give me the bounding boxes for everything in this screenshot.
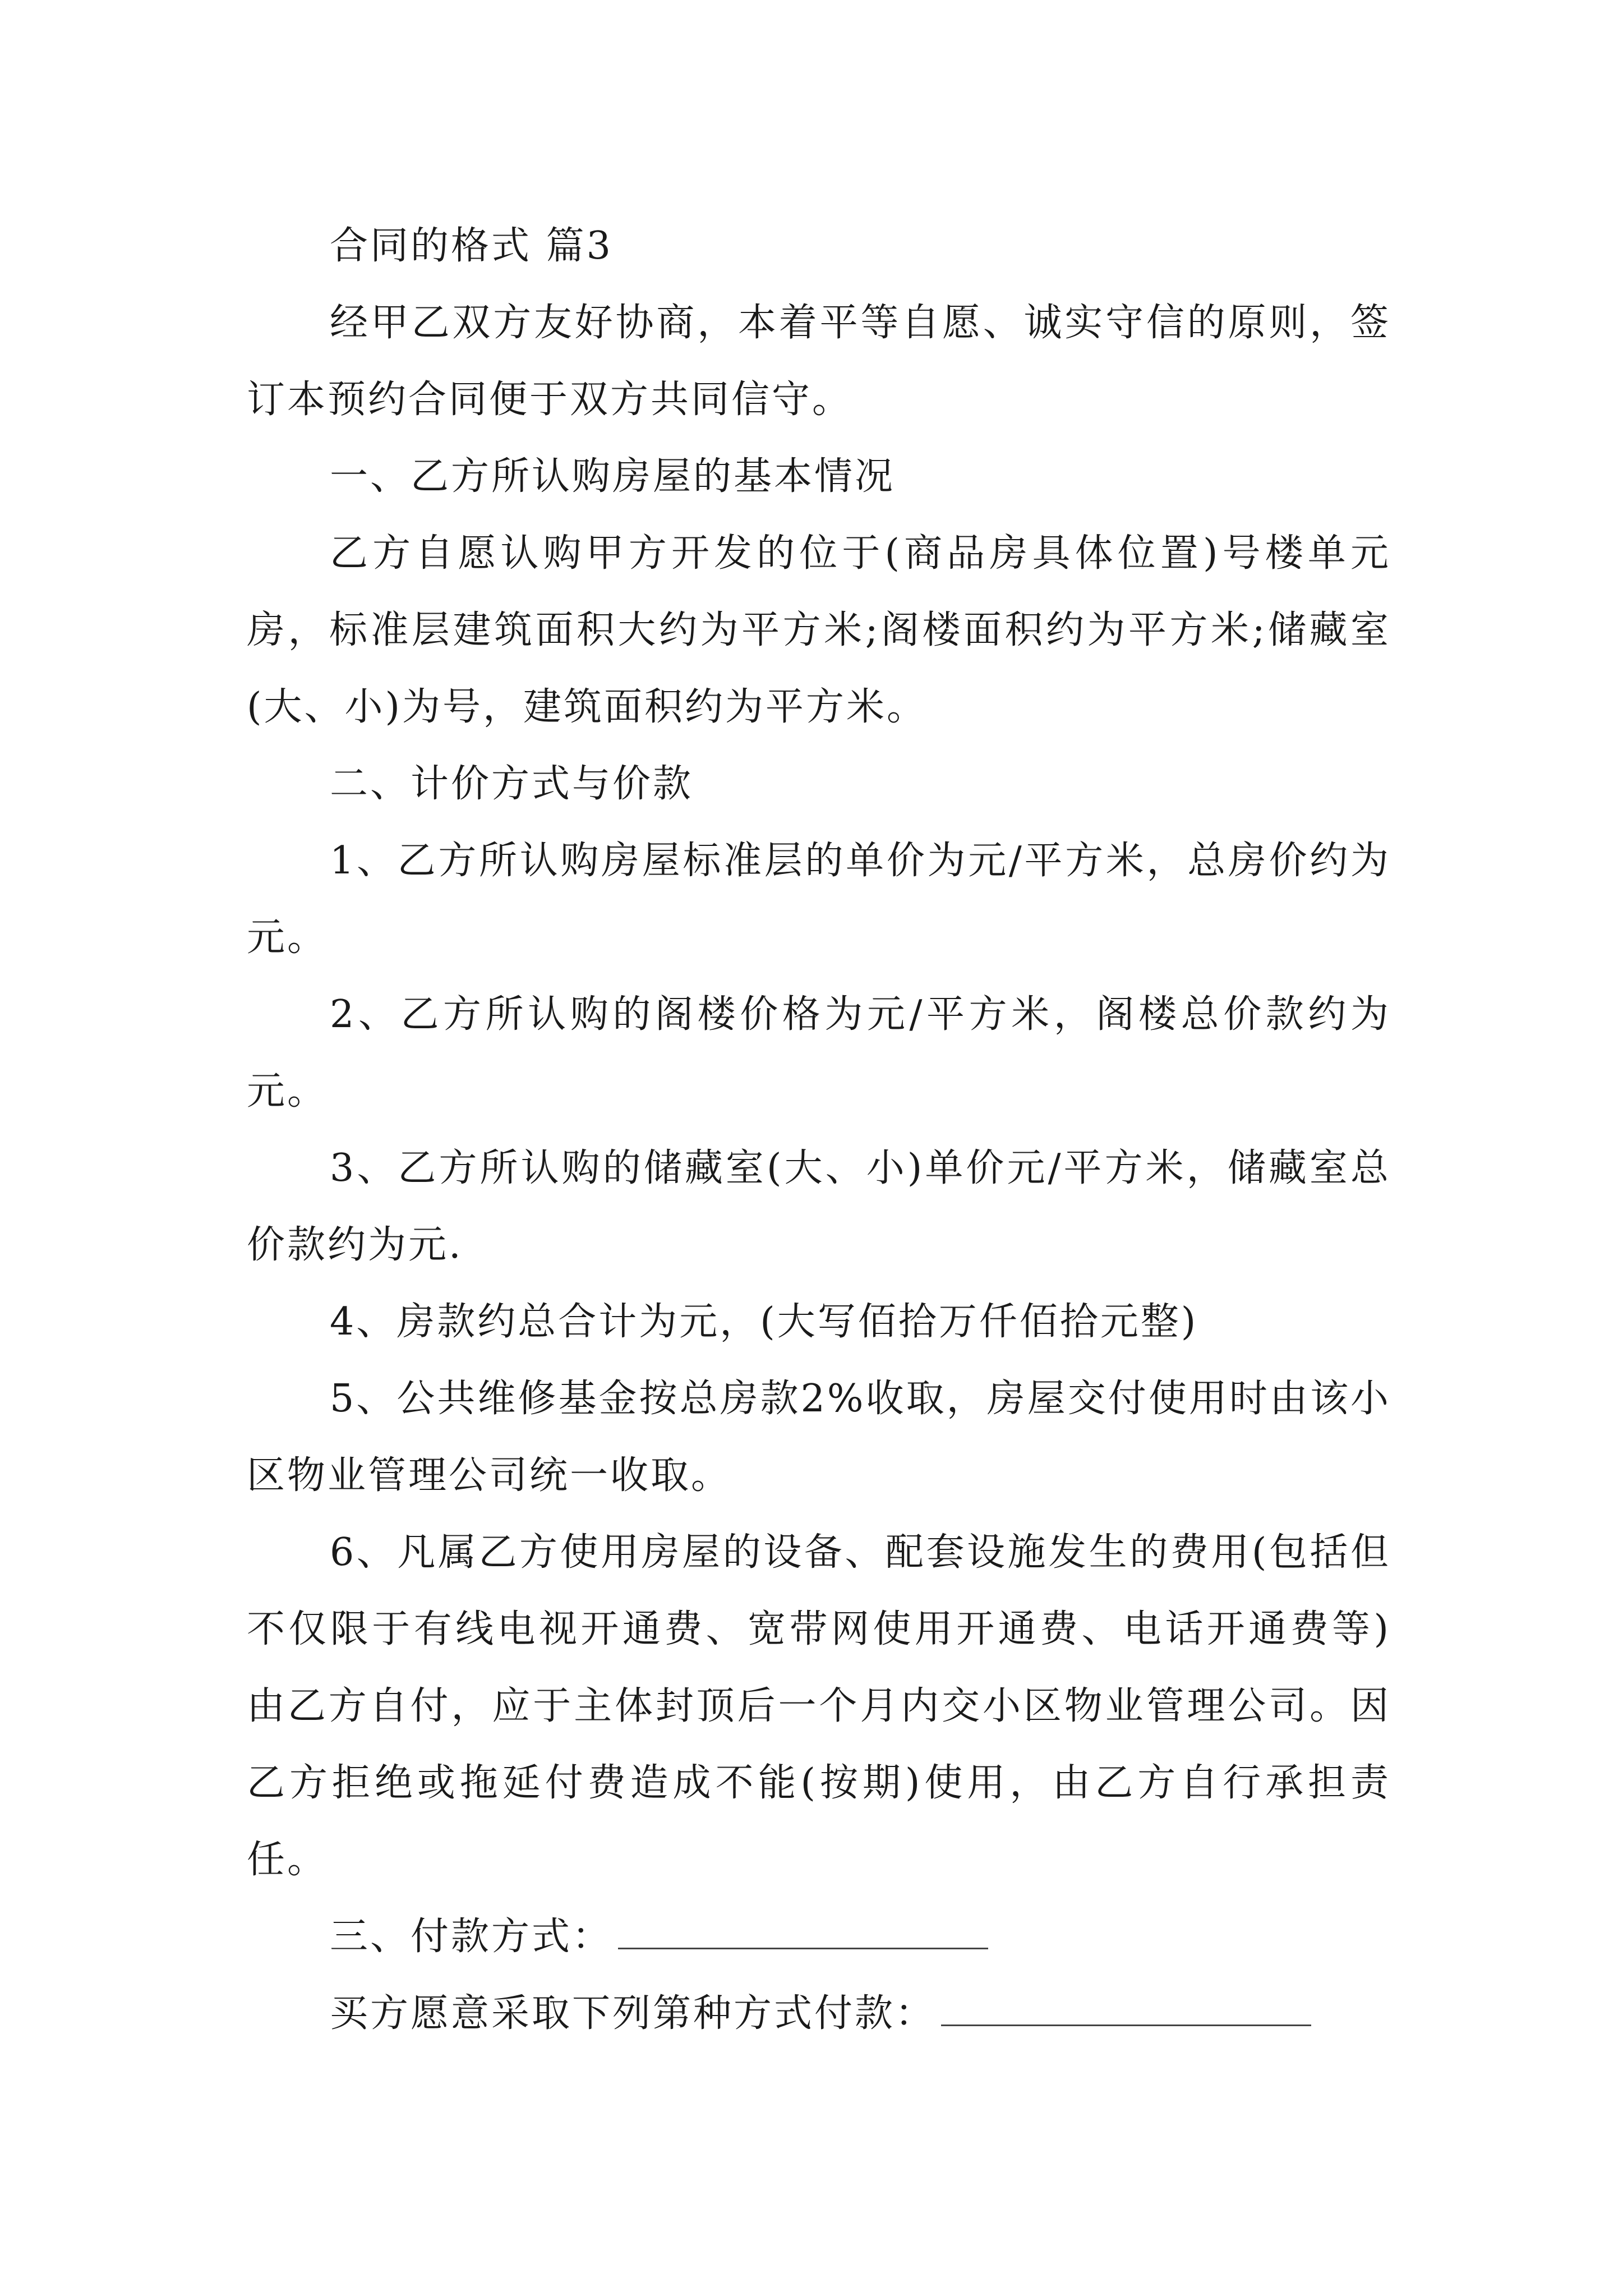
clause-4-total-price: 4、房款约总合计为元，(大写佰拾万仟佰拾元整) <box>330 1300 1198 1344</box>
clause-6-facility-fees: 6、凡属乙方使用房屋的设备、配套设施发生的费用(包括但不仅限于有线电视开通费、宽带网使用开通费、电话开通费等)由乙方自付，应于主体封顶后一个月内交小区物业管理公司。因乙方拒绝或拖延付费造成不能(按期)使用，由乙方自行承担责任。 <box>247 1530 1391 1882</box>
clause-3-storage-price: 3、乙方所认购的储藏室(大、小)单价元/平方米，储藏室总价款约为元. <box>247 1146 1391 1267</box>
paragraph-payment-choice <box>247 1975 1391 2052</box>
document-title: 合同的格式 篇3 <box>330 224 613 268</box>
document-body <box>247 208 1391 2052</box>
section-heading-pricing: 二、计价方式与价款 <box>330 762 694 806</box>
clause-5-maintenance-fund: 5、公共维修基金按总房款2%收取，房屋交付使用时由该小区物业管理公司统一收取。 <box>247 1377 1391 1498</box>
payment-heading-text: 三、付款方式： <box>330 1915 613 1959</box>
section-heading-basic-info: 一、乙方所认购房屋的基本情况 <box>330 454 896 499</box>
paragraph-house-details: 乙方自愿认购甲方开发的位于(商品房具体位置)号楼单元房，标准层建筑面积大约为平方米;阁楼面积约为平方米;储藏室(大、小)为号，建筑面积约为平方米。 <box>247 531 1391 729</box>
paragraph-intro: 经甲乙双方友好协商，本着平等自愿、诚实守信的原则，签订本预约合同便于双方共同信守。 <box>247 301 1391 422</box>
payment-choice-blank <box>941 2002 1311 2026</box>
clause-1-unit-price: 1、乙方所认购房屋标准层的单价为元/平方米，总房价约为元。 <box>247 839 1391 960</box>
payment-choice-text: 买方愿意采取下列第种方式付款： <box>330 1991 936 2036</box>
payment-method-blank <box>618 1925 988 1949</box>
section-heading-payment <box>247 1898 1391 1975</box>
clause-2-attic-price: 2、乙方所认购的阁楼价格为元/平方米，阁楼总价款约为元。 <box>247 992 1391 1114</box>
